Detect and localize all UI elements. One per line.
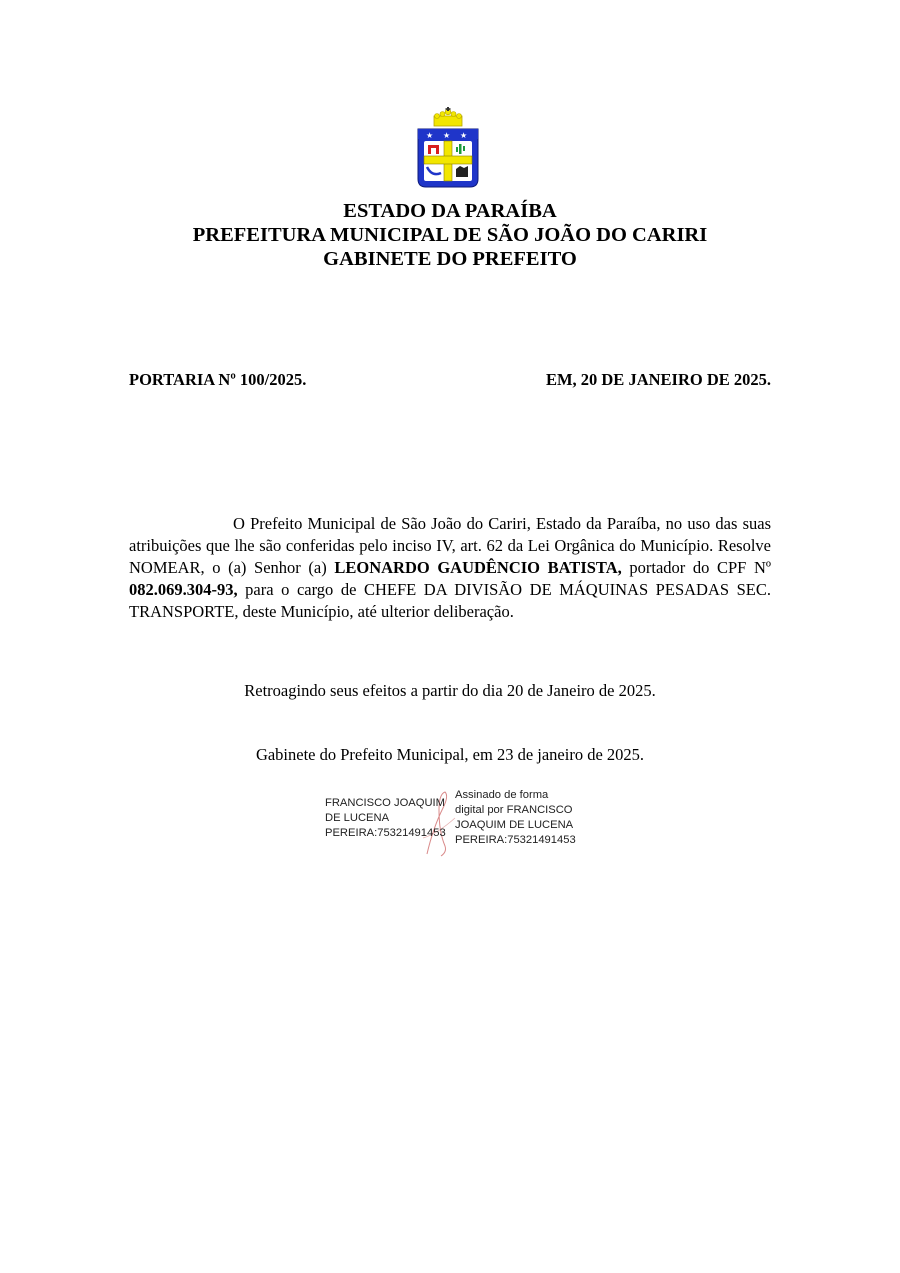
- closing-date-line: Gabinete do Prefeito Municipal, em 23 de janeiro de 2025.: [255, 745, 645, 764]
- svg-text:★: ★: [443, 131, 451, 140]
- header-office: GABINETE DO PREFEITO: [323, 248, 577, 270]
- portaria-reference: [129, 370, 771, 392]
- appointment-paragraph: [129, 513, 771, 623]
- digital-signature-block: [325, 788, 595, 858]
- paragraph-position: para o cargo de CHEFE DA DIVISÃO DE MÁQUINAS PESADAS SEC. TRANSPORTE, deste Município, até ulterior deliberação.: [129, 580, 771, 621]
- header-municipality: PREFEITURA MUNICIPAL DE SÃO JOÃO DO CARIRI: [192, 224, 708, 246]
- signature-statement-line: digital por FRANCISCO: [455, 804, 573, 816]
- signature-statement-line: JOAQUIM DE LUCENA: [455, 819, 574, 831]
- svg-text:★: ★: [460, 131, 468, 140]
- appointee-cpf: 082.069.304-93,: [129, 580, 238, 599]
- signer-name-line: FRANCISCO JOAQUIM: [325, 797, 445, 809]
- retroactive-clause: Retroagindo seus efeitos a partir do dia 20 de Janeiro de 2025.: [244, 681, 656, 700]
- municipal-coat-of-arms-icon: [412, 107, 484, 193]
- paragraph-cpf-label: portador do CPF Nº: [621, 558, 772, 577]
- signature-statement-line: Assinado de forma: [455, 789, 549, 801]
- svg-text:★: ★: [426, 131, 434, 140]
- portaria-date: EM, 20 DE JANEIRO DE 2025.: [545, 370, 771, 389]
- signer-name-line: PEREIRA:75321491453: [325, 827, 446, 839]
- signature-statement-line: PEREIRA:75321491453: [455, 834, 576, 846]
- portaria-number: PORTARIA Nº 100/2025.: [129, 370, 307, 389]
- signature-statement: [455, 788, 595, 848]
- signer-name: [325, 796, 455, 841]
- document-header: [0, 199, 900, 271]
- paragraph-intro: O Prefeito Municipal de São João do Cariri, Estado da Paraíba, no uso das suas atribuições que lhe são conferidas pelo inciso IV, art. 62 da Lei Orgânica do Município. Resolve NOMEAR, o (a) Senhor (a): [129, 514, 771, 577]
- appointee-name: LEONARDO GAUDÊNCIO BATISTA,: [334, 558, 622, 577]
- signer-name-line: DE LUCENA: [325, 812, 390, 824]
- header-state: ESTADO DA PARAÍBA: [343, 200, 557, 222]
